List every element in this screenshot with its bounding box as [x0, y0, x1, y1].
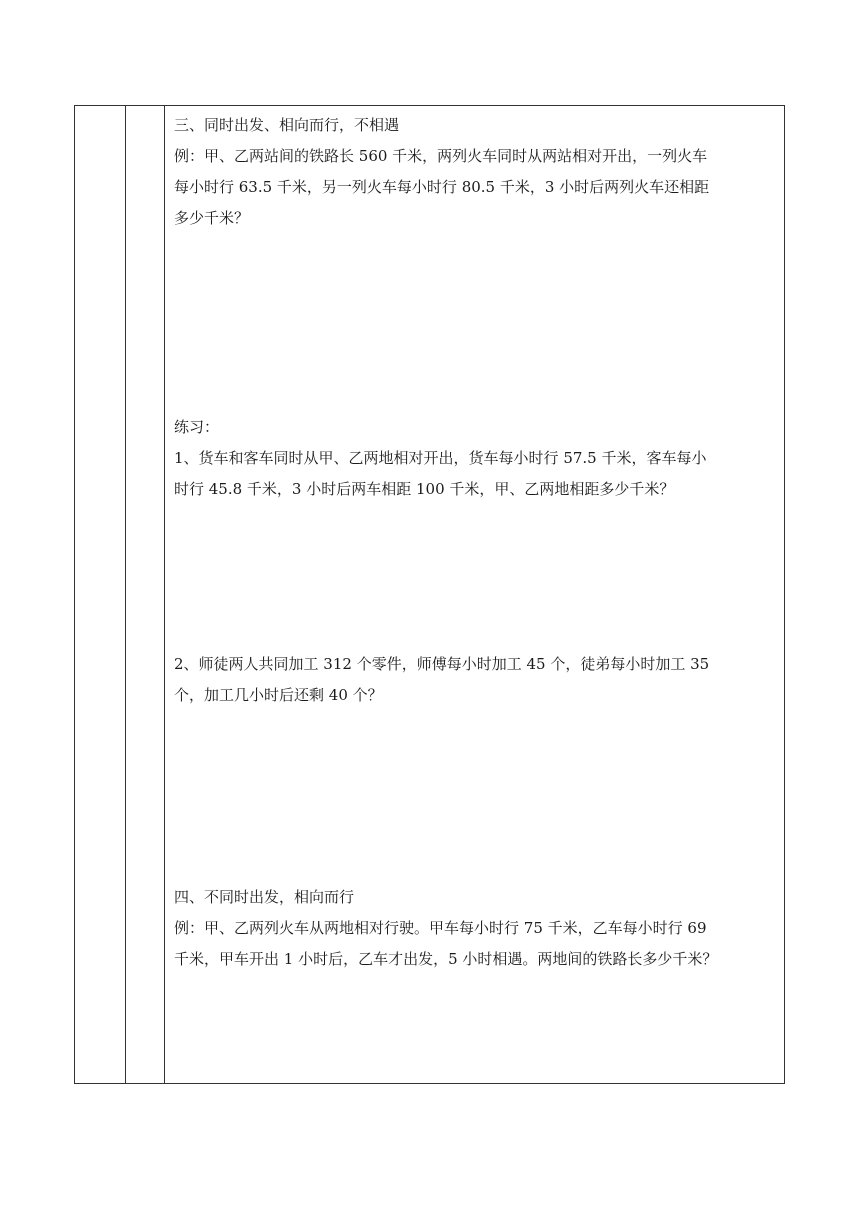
column-divider-1 [125, 106, 126, 1083]
problem-content-cell [174, 106, 776, 1083]
problem-line: 2、师徒两人共同加工 312 个零件，师傅每小时加工 45 个，徒弟每小时加工 35 [174, 655, 710, 673]
section-heading: 四、不同时出发，相向而行 [174, 888, 355, 906]
section-four [174, 882, 776, 975]
problem-line: 千米，甲车开出 1 小时后，乙车才出发，5 小时相遇。两地间的铁路长多少千米？ [174, 950, 718, 968]
problem-line: 1、货车和客车同时从甲、乙两地相对开出，货车每小时行 57.5 千米，客车每小 [174, 449, 707, 467]
section-heading: 练习： [174, 418, 220, 436]
practice-section [174, 412, 776, 505]
problem-line: 例：甲、乙两列火车从两地相对行驶。甲车每小时行 75 千米，乙车每小时行 69 [174, 919, 707, 937]
section-heading: 三、同时出发、相向而行，不相遇 [174, 116, 400, 134]
problem-line: 时行 45.8 千米，3 小时后两车相距 100 千米，甲、乙两地相距多少千米？ [174, 480, 675, 498]
problem-line: 多少千米？ [174, 209, 250, 227]
worksheet-table [74, 105, 785, 1084]
column-divider-2 [164, 106, 165, 1083]
problem-line: 每小时行 63.5 千米，另一列火车每小时行 80.5 千米，3 小时后两列火车还相距 [174, 178, 710, 196]
problem-line: 个，加工几小时后还剩 40 个？ [174, 686, 383, 704]
practice-problem-2 [174, 649, 776, 711]
section-three [174, 110, 776, 234]
problem-line: 例：甲、乙两站间的铁路长 560 千米，两列火车同时从两站相对开出，一列火车 [174, 147, 708, 165]
